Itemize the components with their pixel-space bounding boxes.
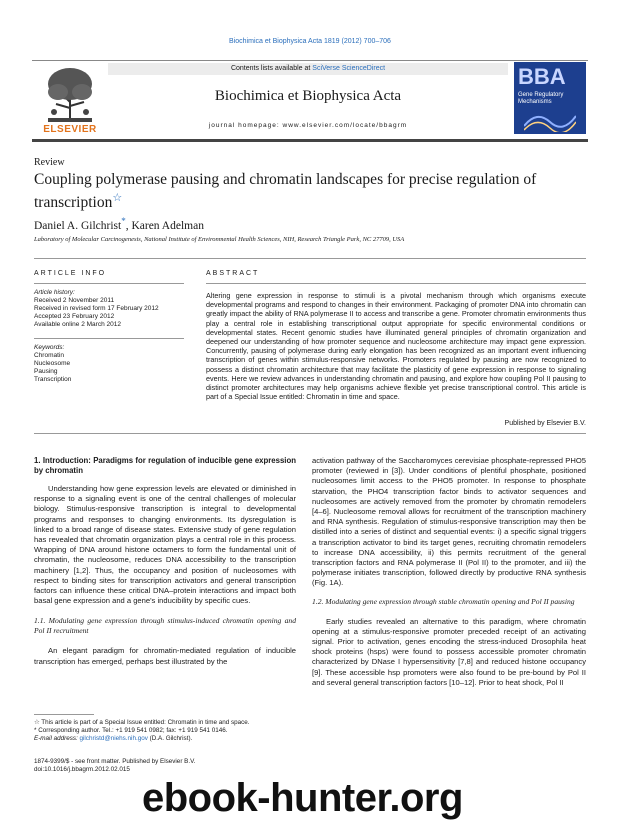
history-received: Received 2 November 2011 <box>34 297 115 304</box>
author-list <box>34 216 204 232</box>
title-text: Coupling polymerase pausing and chromatin landscapes for precise regulation of transcription <box>34 171 537 212</box>
contents-strip <box>108 63 508 75</box>
affiliation: Laboratory of Molecular Carcinogenesis, National Institute of Environmental Health Sciences, NIH, Research Triangle Park, NC 27709, USA <box>34 236 405 243</box>
journal-cover-image <box>514 62 586 134</box>
history-label: Article history: <box>34 289 75 296</box>
keyword: Nucleosome <box>34 360 71 367</box>
footnote-corresponding: * Corresponding author. Tel.: +1 919 541 0982; fax: +1 919 541 0146. <box>34 727 228 734</box>
divider <box>34 283 184 284</box>
journal-name: Biochimica et Biophysica Acta <box>214 88 402 104</box>
front-matter <box>34 758 195 774</box>
history-accepted: Accepted 23 February 2012 <box>34 313 115 320</box>
keywords-label: Keywords: <box>34 344 65 351</box>
elsevier-wordmark: ELSEVIER <box>43 124 97 135</box>
subsection-heading-1-2: 1.2. Modulating gene expression through stable chromatin opening and Pol II pausing <box>312 596 575 606</box>
abstract-publisher: Published by Elsevier B.V. <box>504 420 586 427</box>
abstract-text: Altering gene expression in response to stimuli is a pivotal mechanism through which organisms execute developmental programs and respond to changes in their environment. Packaging of promoter DNA into chromatin can greatly impact the ability of RNA polymerase II to access and transcribe a gene. Promoter chromatin environments thus play a central role in establishing transcriptional output appropriate for specific environmental conditions or developmental states. Recent genomic studies have illuminated general principles of chromatin organization and deepened our understanding of how promoter sequence and nucleosome architecture may impact gene expression. Concurrently, pausing of polymerase during early elongation has been recognized as an important event influencing transcription of genes within stimulus-responsive networks. Promoters regulated by pausing are now recognized to possess a distinct chromatin architecture that may facilitate the plasticity of gene expression in response to signaling events. Here we review advances in understanding chromatin and pausing, and explore how coupling Pol II pausing to distinct promoter architectures may help organisms achieve flexible yet precise transcriptional control. This article is part of a Special Issue entitled: Chromatin in time and space. <box>206 291 586 402</box>
divider <box>34 258 586 259</box>
email-label: E-mail address: <box>34 735 80 742</box>
cover-subtitle: Gene Regulatory Mechanisms <box>518 92 564 105</box>
footnote-divider <box>34 714 94 715</box>
cover-title: BBA <box>518 64 566 89</box>
keyword: Pausing <box>34 368 58 375</box>
divider <box>34 433 586 434</box>
footnote-email <box>34 735 296 743</box>
paragraph: activation pathway of the Saccharomyces cerevisiae phosphate-repressed PHO5 promoter (reviewed in [3]). Under conditions of plentiful phosphate, positioned nucleosomes limit access to the PHO5 promoter. In response to phosphate starvation, the PHO4 transcription factor binds to activator sequences and nucleosomes are actively removed from the promoter by chromatin remodelers [4–6]. Nucleosome removal allows for recruitment of the transcription machinery and RNA synthesis. Regulation of stimulus-responsive transcription may then be distilled into a series of distinct and sequential events: i) a specific signal triggers a transcription activator to bind its target genes, recruiting chromatin remodelers to increase DNA accessibility, ii) this permits recruitment of the general transcription factors and RNA polymerase II (Pol II) to the promoter, and iii) the polymerase initiates transcription, followed directly by productive RNA synthesis (Fig. 1A). <box>312 456 586 588</box>
history-revised: Received in revised form 17 February 2012 <box>34 305 159 312</box>
email-link[interactable]: gilchristd@niehs.nih.gov <box>79 735 148 742</box>
section-heading-1: 1. Introduction: Paradigms for regulation of inducible gene expression by chromatin <box>34 456 296 475</box>
author-1[interactable]: Daniel A. Gilchrist <box>34 219 122 232</box>
paragraph: Early studies revealed an alternative to this paradigm, where chromatin opening at a stimulus-responsive promoter preceded receipt of an activating signal. Prior to activation, genes encoding the stress-induced Drosophila heat shock proteins (hsps) were found to possess accessible promoter chromatin characterized by DNase I hypersensitivity [7,8] and reduced histone occupancy [9]. These accessible hsp promoters were also found to be pre-bound by Pol II and several general transcription factors [10–12]. Prior to heat shock, Pol II <box>312 616 586 687</box>
footnotes <box>34 719 296 743</box>
history-online: Available online 2 March 2012 <box>34 321 121 328</box>
title-footnote-mark[interactable]: ☆ <box>112 192 123 204</box>
issn-line: 1874-9399/$ - see front matter. Published by Elsevier B.V. <box>34 758 196 765</box>
divider <box>34 338 184 339</box>
keywords <box>34 344 184 384</box>
doi-link[interactable]: doi:10.1016/j.bbagrm.2012.02.015 <box>34 766 130 773</box>
keyword: Chromatin <box>34 352 64 359</box>
author-separator: , <box>125 219 132 232</box>
article-type: Review <box>34 157 65 168</box>
email-suffix: (D.A. Gilchrist). <box>147 735 193 742</box>
journal-homepage[interactable]: journal homepage: www.elsevier.com/locate/bbagrm <box>208 122 408 129</box>
author-2[interactable]: Karen Adelman <box>131 219 204 232</box>
sciencedirect-link[interactable]: SciVerse ScienceDirect <box>312 65 386 72</box>
article-history <box>34 289 184 329</box>
article-title <box>34 170 574 212</box>
paragraph: Understanding how gene expression levels are elevated or diminished in response to a signaling event is one of the central challenges of molecular biology. Stimulus-responsive transcription is integral to developmental programs and responses to changing environments. Its dysregulation is linked to a broad range of disease states. Extensive study of gene regulation has revealed that chromatin organization plays a central role in this process. Wrapping of DNA around histone octamers to form the fundamental unit of chromatin, the nucleosome, reduces DNA accessibility to the transcription machinery [1,2]. Thus, the occupancy and position of nucleosomes with respect to binding sites for transcription activators and general transcription factors can influence these critical DNA–protein interactions and impact both basal gene expression and a gene's inducibility by specific cues. <box>34 484 296 606</box>
divider <box>206 283 586 284</box>
contents-prefix: Contents lists available at <box>230 65 313 72</box>
subsection-heading-1-1: 1.1. Modulating gene expression through stimulus-induced chromatin opening and Pol II recruitment <box>34 616 296 636</box>
paragraph: An elegant paradigm for chromatin-mediated regulation of inducible transcription has emerged, perhaps best illustrated by the <box>34 646 296 666</box>
article-info-heading: ARTICLE INFO <box>34 270 107 277</box>
body-right-column <box>312 456 586 688</box>
cover-graphic <box>524 108 576 132</box>
body-left-column <box>34 456 296 667</box>
watermark-text: ebook-hunter.org <box>142 776 463 820</box>
footnote-special-issue: ☆ This article is part of a Special Issue entitled: Chromatin in time and space. <box>34 719 250 726</box>
abstract-heading: ABSTRACT <box>206 270 260 277</box>
corresponding-mark[interactable]: * <box>121 216 126 226</box>
keyword: Transcription <box>34 376 72 383</box>
journal-citation[interactable]: Biochimica et Biophysica Acta 1819 (2012) 700–706 <box>229 38 391 45</box>
